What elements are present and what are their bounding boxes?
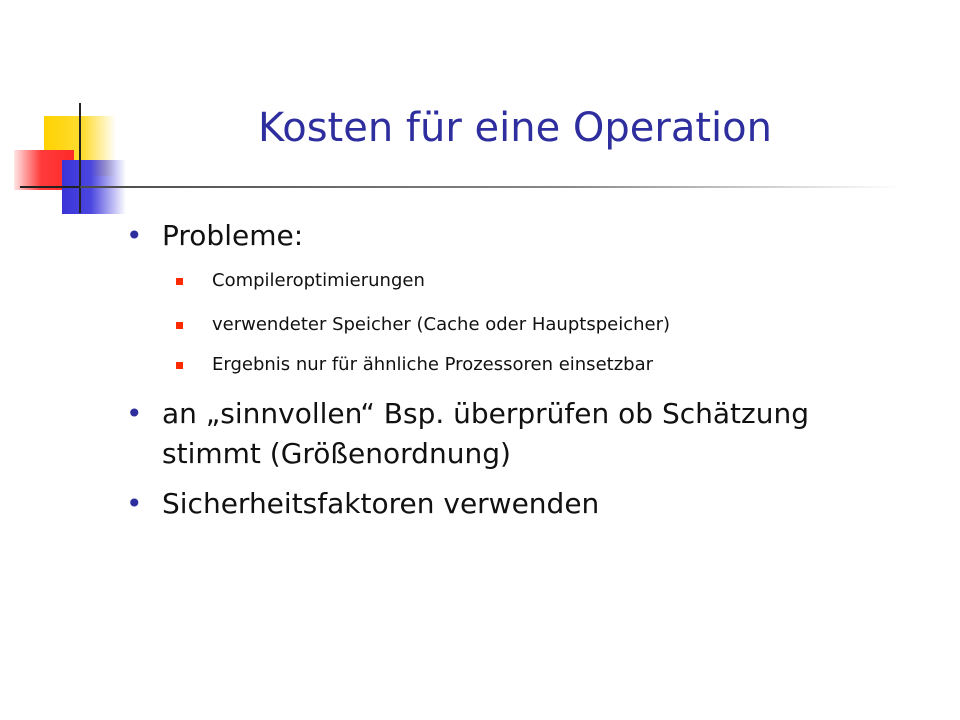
bullet-text-line1: an „sinnvollen“ Bsp. überprüfen ob Schätzung (162, 397, 809, 430)
bullet-item-sinnvollen (126, 394, 809, 434)
bullet-text: Sicherheitsfaktoren verwenden (162, 487, 600, 520)
bullet-dot-icon: • (126, 487, 143, 520)
bullet-dot-icon: • (126, 219, 143, 252)
sub-bullet-item (212, 352, 653, 378)
sub-bullet-text: verwendeter Speicher (Cache oder Hauptspeicher) (212, 314, 671, 335)
square-bullet-icon (176, 278, 183, 285)
bullet-item-sicherheitsfaktoren (126, 484, 600, 524)
slide-title: Kosten für eine Operation (258, 105, 772, 151)
square-bullet-icon (176, 362, 183, 369)
sub-bullet-text: Compileroptimierungen (212, 270, 425, 291)
bullet-item-probleme (126, 216, 304, 256)
sub-bullet-text: Ergebnis nur für ähnliche Prozessoren einsetzbar (212, 354, 653, 375)
sub-bullet-item (212, 312, 670, 338)
decorative-logo-icon (0, 0, 160, 230)
square-bullet-icon (176, 322, 183, 329)
title-divider (80, 186, 900, 188)
sub-bullet-item (212, 268, 425, 294)
bullet-dot-icon: • (126, 397, 143, 430)
bullet-text: Probleme: (162, 219, 304, 252)
bullet-text-line2: stimmt (Größenordnung) (162, 437, 511, 470)
logo-vertical-line (79, 103, 81, 213)
bullet-item-sinnvollen-continuation (162, 434, 511, 474)
